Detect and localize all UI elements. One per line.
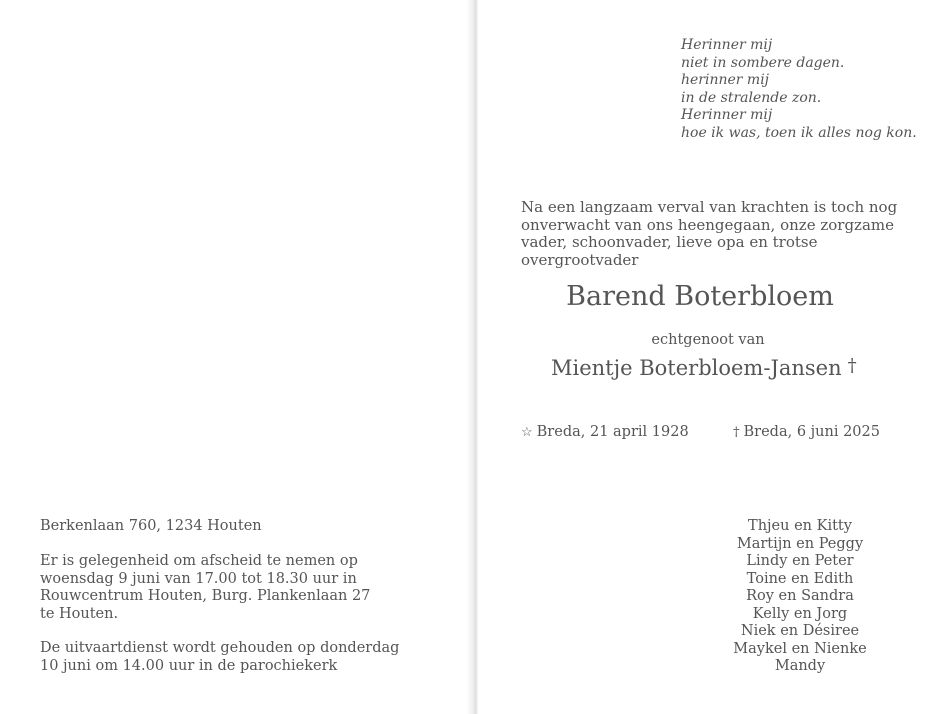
family-member: Maykel en Nienke bbox=[733, 640, 867, 657]
death-text: Breda, 6 juni 2025 bbox=[743, 424, 880, 440]
page-fold-shadow bbox=[466, 0, 478, 714]
cross-icon: † bbox=[847, 355, 857, 376]
family-member: Mandy bbox=[774, 658, 826, 674]
deceased-name: Barend Boterbloem bbox=[566, 281, 834, 312]
funeral-info bbox=[40, 640, 399, 675]
poem-line: herinner mij bbox=[681, 72, 770, 88]
page-fold-line bbox=[474, 0, 475, 714]
spouse-name: Mientje Boterbloem-Jansen † bbox=[551, 355, 857, 380]
intro-line: vader, schoonvader, lieve opa en trotse bbox=[521, 233, 818, 251]
poem bbox=[681, 37, 917, 142]
poem-line: niet in sombere dagen. bbox=[681, 54, 845, 71]
intro-line: Na een langzaam verval van krachten is toch nog bbox=[521, 198, 898, 216]
birth-text: Breda, 21 april 1928 bbox=[536, 424, 689, 440]
cross-icon: † bbox=[733, 425, 740, 440]
family-member: Kelly en Jorg bbox=[752, 605, 848, 622]
family-member: Martijn en Peggy bbox=[736, 535, 864, 552]
visitation-line: te Houten. bbox=[40, 605, 119, 622]
family-member: Roy en Sandra bbox=[746, 588, 854, 604]
family-member: Niek en Désiree bbox=[740, 623, 860, 639]
funeral-line: 10 juni om 14.00 uur in de parochiekerk bbox=[40, 657, 338, 674]
spouse-label: echtgenoot van bbox=[651, 332, 765, 348]
visitation-line: Er is gelegenheid om afscheid te nemen op bbox=[40, 553, 358, 569]
poem-line: hoe ik was, toen ik alles nog kon. bbox=[681, 124, 917, 141]
birth-info bbox=[521, 423, 689, 442]
address: Berkenlaan 760, 1234 Houten bbox=[40, 518, 262, 534]
intro-line: overgrootvader bbox=[521, 250, 639, 269]
funeral-line: De uitvaartdienst wordt gehouden op donderdag bbox=[40, 640, 400, 656]
family-list bbox=[700, 518, 900, 676]
visitation-line: woensdag 9 juni van 17.00 tot 18.30 uur in bbox=[40, 570, 357, 587]
family-member: Toine en Edith bbox=[746, 570, 854, 587]
poem-line: Herinner mij bbox=[681, 107, 773, 123]
announcement-intro bbox=[521, 199, 897, 269]
poem-line: in de stralende zon. bbox=[681, 89, 822, 106]
family-member: Lindy en Peter bbox=[746, 553, 854, 569]
intro-line: onverwacht van ons heengegaan, onze zorgzame bbox=[521, 215, 894, 234]
visitation-info bbox=[40, 553, 370, 623]
poem-line: Herinner mij bbox=[681, 37, 773, 53]
star-icon: ☆ bbox=[521, 425, 533, 440]
family-member: Thjeu en Kitty bbox=[748, 518, 852, 534]
death-info bbox=[733, 423, 880, 442]
visitation-line: Rouwcentrum Houten, Burg. Plankenlaan 27 bbox=[40, 588, 371, 604]
